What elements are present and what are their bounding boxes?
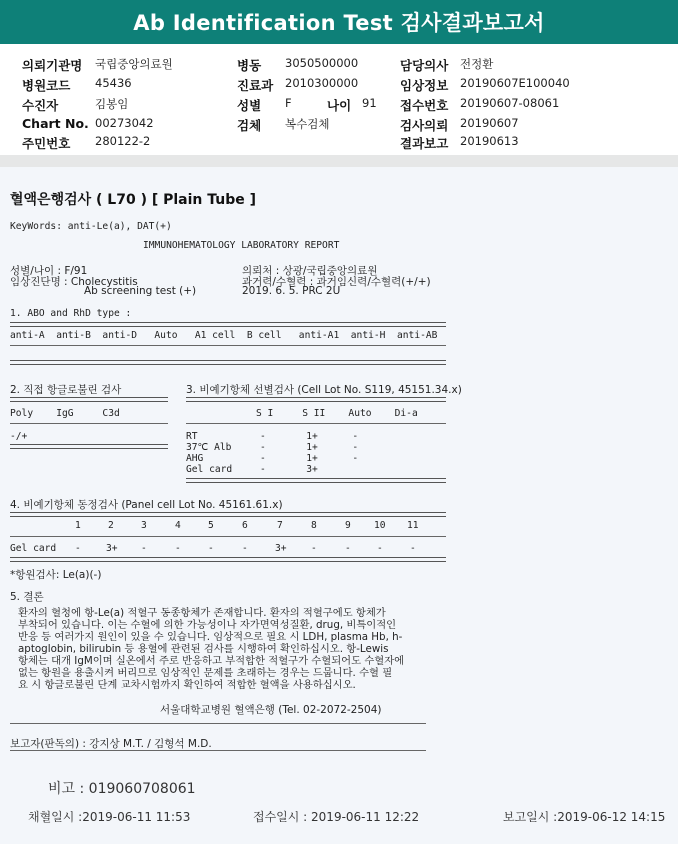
panel-cell: - bbox=[377, 543, 383, 554]
panel-mid-rule bbox=[10, 536, 446, 537]
doctor-label: 담당의사 bbox=[400, 58, 449, 73]
panel-col: 3 bbox=[141, 520, 147, 531]
abo-mid-rule bbox=[10, 345, 446, 346]
patient-label: 수진자 bbox=[22, 98, 59, 113]
dat-headers: Poly IgG C3d bbox=[10, 408, 120, 419]
report-title-banner bbox=[0, 0, 678, 44]
panel-col: 11 bbox=[407, 520, 419, 531]
prc-line: 2019. 6. 5. PRC 2U bbox=[242, 285, 341, 297]
chart-no-label: Chart No. bbox=[22, 116, 89, 131]
lab-contact: 서울대학교병원 혈액은행 (Tel. 02-2072-2504) bbox=[160, 704, 382, 716]
abo-bottom-rule bbox=[10, 360, 446, 365]
reported-time: 보고일시 :2019-06-12 14:15 bbox=[503, 810, 666, 824]
conclusion-line: 없는 항원을 용출시켜 버리므로 임상적인 문제를 초래하는 경우는 드뭅니다. 수혈 필 bbox=[18, 667, 393, 679]
clinical-label: 임상정보 bbox=[400, 78, 449, 93]
conclusion-line: 환자의 혈청에 항-Le(a) 적혈구 동종항체가 존재합니다. 환자의 적혈구에도 항체가 bbox=[18, 607, 386, 619]
dat-bottom-rule bbox=[10, 444, 168, 449]
panel-top-rule bbox=[10, 512, 446, 517]
ward-label: 병동 bbox=[237, 58, 262, 73]
screen-row-values: - 1+ - bbox=[260, 453, 359, 464]
sex-label: 성별 bbox=[237, 98, 262, 113]
abo-section-title: 1. ABO and RhD type : bbox=[10, 308, 132, 319]
institution-value: 국립중앙의료원 bbox=[95, 57, 173, 71]
dept-value: 2010300000 bbox=[285, 76, 359, 90]
conclusion-line: 부착되어 있습니다. 이는 수혈에 의한 가능성이나 자가면역성질환, drug, 비특이적인 bbox=[18, 619, 397, 631]
conclusion-line: 항체는 대개 IgM이며 실온에서 주로 반응하고 부적합한 적혈구가 수혈되어도 수혈자에 bbox=[18, 655, 405, 667]
header-separator bbox=[0, 155, 678, 167]
screen-row-values: - 3+ bbox=[260, 464, 318, 475]
received-time: 접수일시 : 2019-06-11 12:22 bbox=[253, 810, 420, 824]
request-label: 검사의뢰 bbox=[400, 118, 449, 133]
referral-line: 의뢰처 : 상광/국립중앙의료원 bbox=[242, 265, 378, 277]
clinical-value: 20190607E100040 bbox=[460, 76, 570, 90]
section-title: 혈액은행검사 ( L70 ) [ Plain Tube ] bbox=[10, 192, 257, 208]
lab-report-title: IMMUNOHEMATOLOGY LABORATORY REPORT bbox=[143, 240, 340, 251]
panel-col: 5 bbox=[208, 520, 214, 531]
chart-no-value: 00273042 bbox=[95, 116, 154, 130]
diagnosis-line: 임상진단명 : Cholecystitis bbox=[10, 276, 138, 288]
sex-age-line: 성별/나이 : F/91 bbox=[10, 265, 88, 277]
panel-col: 7 bbox=[277, 520, 283, 531]
panel-cell: 3+ bbox=[275, 543, 287, 554]
panel-section-title: 4. 비예기항체 동정검사 (Panel cell Lot No. 45161.61.x) bbox=[10, 499, 283, 511]
abo-headers: anti-A anti-B anti-D Auto A1 cell B cell anti-A1 anti-H anti-AB bbox=[10, 330, 438, 341]
panel-cell: - bbox=[208, 543, 214, 554]
conclusion-line: 반응 등 여러가지 원인이 있을 수 있습니다. 임상적으로 필요 시 LDH, plasma Hb, h- bbox=[18, 631, 403, 643]
screen-bottom-rule bbox=[186, 478, 446, 483]
panel-cell: 3+ bbox=[106, 543, 118, 554]
panel-col: 6 bbox=[242, 520, 248, 531]
specimen-value: 복수검체 bbox=[285, 117, 330, 131]
antigen-test-note: *항원검사: Le(a)(-) bbox=[10, 569, 102, 581]
sex-value: F bbox=[285, 96, 292, 110]
panel-col: 2 bbox=[108, 520, 114, 531]
screen-row-values: - 1+ - bbox=[260, 431, 359, 442]
panel-cell: - bbox=[410, 543, 416, 554]
reporter-bottom-rule bbox=[10, 750, 426, 751]
dat-result: -/+ bbox=[10, 431, 28, 442]
footer-note: 비고 : 019060708061 bbox=[48, 781, 196, 797]
hospital-code-value: 45436 bbox=[95, 76, 132, 90]
report-sheet bbox=[0, 167, 678, 844]
history-line: 과거력/수혈력 : 과거임신력/수혈력(+/+) bbox=[242, 276, 431, 288]
receipt-no-label: 접수번호 bbox=[400, 98, 449, 113]
panel-col: 1 bbox=[75, 520, 81, 531]
screen-row-label: RT bbox=[186, 431, 198, 442]
dat-mid-rule bbox=[10, 423, 168, 424]
screen-row-label: AHG bbox=[186, 453, 204, 464]
report-date-value: 20190613 bbox=[460, 134, 519, 148]
screen-section-title: 3. 비예기항체 선별검사 (Cell Lot No. S119, 45151.34.x) bbox=[186, 384, 462, 396]
specimen-label: 검체 bbox=[237, 118, 262, 133]
screen-row-label: Gel card bbox=[186, 464, 233, 475]
doctor-value: 전정환 bbox=[460, 57, 494, 71]
panel-cell: - bbox=[242, 543, 248, 554]
conclusion-paragraph bbox=[18, 607, 464, 691]
reporter-top-rule bbox=[10, 723, 426, 724]
panel-col: 8 bbox=[311, 520, 317, 531]
conclusion-line: aptoglobin, bilirubin 등 용혈에 관련된 검사를 시행하여 확인하십시오. 항-Lewis bbox=[18, 643, 389, 655]
screen-mid-rule bbox=[186, 423, 446, 424]
rrn-label: 주민번호 bbox=[22, 136, 71, 151]
report-date-label: 결과보고 bbox=[400, 136, 449, 151]
screen-top-rule bbox=[186, 397, 446, 402]
panel-cell: - bbox=[175, 543, 181, 554]
request-value: 20190607 bbox=[460, 116, 519, 130]
screen-row-label: 37℃ Alb bbox=[186, 442, 232, 453]
collected-time: 채혈일시 :2019-06-11 11:53 bbox=[28, 810, 191, 824]
ward-value: 3050500000 bbox=[285, 56, 359, 70]
conclusion-line: 요 시 항글로불린 단계 교차시험까지 확인하여 적합한 혈액을 사용하십시오. bbox=[18, 679, 356, 691]
dat-top-rule bbox=[10, 397, 168, 402]
panel-col: 10 bbox=[374, 520, 386, 531]
panel-bottom-rule bbox=[10, 557, 446, 562]
panel-cell: - bbox=[345, 543, 351, 554]
age-value: 91 bbox=[362, 96, 377, 110]
abo-top-rule bbox=[10, 322, 446, 327]
dept-label: 진료과 bbox=[237, 78, 274, 93]
patient-value: 김봉임 bbox=[95, 97, 129, 111]
reporter-line: 보고자(판독의) : 강지상 M.T. / 김형석 M.D. bbox=[10, 738, 212, 750]
panel-cell: - bbox=[141, 543, 147, 554]
screen-headers: S I S II Auto Di-a bbox=[256, 408, 418, 419]
conclusion-title: 5. 결론 bbox=[10, 591, 44, 603]
rrn-value: 280122-2 bbox=[95, 134, 151, 148]
dat-section-title: 2. 직접 항글로불린 검사 bbox=[10, 384, 122, 396]
report-title: Ab Identification Test 검사결과보고서 bbox=[133, 11, 545, 35]
panel-row-label: Gel card bbox=[10, 543, 57, 554]
screen-row-values: - 1+ - bbox=[260, 442, 359, 453]
institution-label: 의뢰기관명 bbox=[22, 58, 83, 73]
panel-cell: - bbox=[75, 543, 81, 554]
keywords: KeyWords: anti-Le(a), DAT(+) bbox=[10, 221, 172, 232]
screening-line: Ab screening test (+) bbox=[84, 285, 197, 297]
age-label: 나이 bbox=[327, 98, 352, 113]
panel-col: 9 bbox=[345, 520, 351, 531]
receipt-no-value: 20190607-08061 bbox=[460, 96, 560, 110]
panel-cell: - bbox=[311, 543, 317, 554]
panel-col: 4 bbox=[175, 520, 181, 531]
hospital-code-label: 병원코드 bbox=[22, 78, 71, 93]
